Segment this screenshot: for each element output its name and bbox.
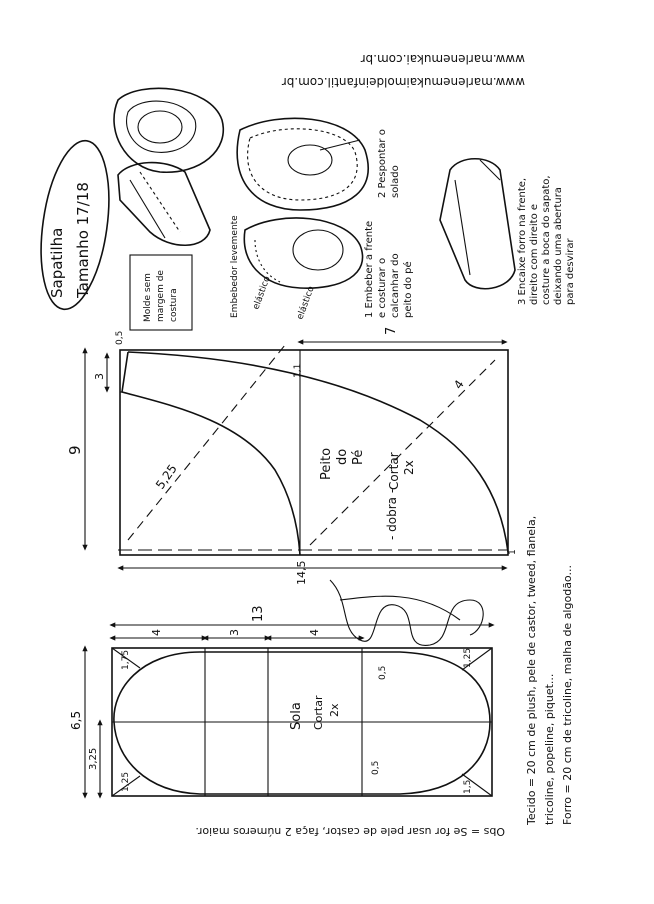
upper-label-pe: Pé [351,449,366,465]
footer-note: Obs = Se for usar pele de castor, faça 2 números maior. [195,825,505,838]
dim-sole-c4: 1,5 [463,779,473,794]
materials-line-2: tricoline, popeline, piquet... [543,673,556,825]
dim-upper-11: 1,1 [293,363,303,378]
dim-sole-seg1: 4 [150,629,163,636]
dim-upper-9: 9 [66,445,84,455]
step-3: 3 Encaixe forro na frente,direito com direito ecosture a boca do sapato,deixando uma aberturapara desvirar [517,175,576,305]
upper-label-peito: Peito [319,447,334,480]
upper-label-do: do [335,448,350,465]
step-2: 2 Pespontar o solado [377,129,401,198]
dim-sole-seg3: 4 [308,629,321,636]
dim-upper-1: 1 [508,549,518,555]
dim-sole-width: 6,5 [69,710,83,730]
website-1: www.marlenemukai.com.br [360,52,525,66]
dim-sole-c3: 1,25 [463,647,473,668]
dim-sole-c2: 1,25 [121,771,131,792]
dim-sole-seg2: 3 [228,629,241,636]
dim-sole-c1: 1,75 [121,649,131,670]
dim-upper-7: 7 [384,326,399,335]
dim-upper-3: 3 [93,373,106,380]
upper-fold-label: - dobra - [385,488,399,540]
dim-sole-e2: 0,5 [371,760,381,775]
sole-cut-qty: 2x [328,703,341,717]
label-embebedor: Embebedor levemente [230,215,240,318]
note-box-text: Molde sem margem de costura [143,270,179,322]
materials-line-3: Forro = 20 cm de tricoline, malha de algodão... [561,565,574,825]
upper-cut-label: Cortar [387,452,401,490]
upper-pattern-piece [118,345,508,555]
dim-sole-e1: 0,5 [378,665,388,680]
label-elastico-left: elástico [251,274,273,312]
dim-upper-525: 5,25 [152,461,180,492]
step-1: 1 Embeber a frente e costurar o calcanhar do peito do pé [364,220,414,318]
shoe-side-view-illustration [118,163,210,246]
label-elastico-right: elástico [295,284,317,322]
title-block [31,136,118,313]
note-box [130,255,192,330]
website-2: www.marlenemukaimoldeinfantil.com.br [281,75,525,89]
dim-upper-05: 0,5 [115,330,125,345]
materials-line-1: Tecido = 20 cm de plush, pele de castor, tweed, flanela, [525,515,538,825]
shoe-top-view-illustration [114,88,223,172]
dim-sole-13: 13 [251,605,266,622]
title-line-2: Tamanho 17/18 [74,182,92,298]
sole-label: Sola [289,702,304,730]
websites [282,52,525,89]
sole-stitching-illustration [237,118,368,210]
sole-cut-label: Cortar [312,695,325,730]
dim-upper-4: 4 [450,377,467,392]
upper-cut-qty: 2x [402,460,416,475]
signature [330,580,483,645]
title-line-1: Sapatilha [48,227,66,298]
dim-sole-half: 3,25 [88,747,99,770]
lining-insert-illustration [440,159,515,289]
dim-upper-145: 14,5 [295,560,308,585]
